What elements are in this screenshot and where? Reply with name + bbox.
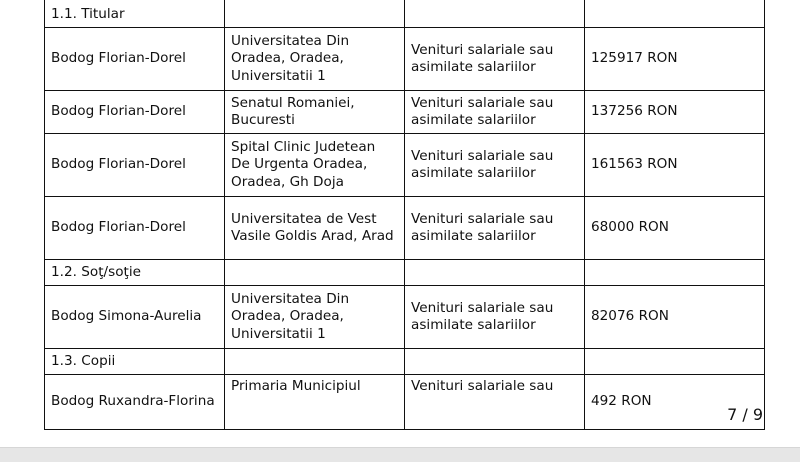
- income-type-cell: Venituri salariale sau asimilate salariilor: [405, 286, 585, 349]
- owner-cell: Bodog Simona-Aurelia: [45, 286, 225, 349]
- owner-cell: Bodog Florian-Dorel: [45, 91, 225, 134]
- owner-cell: Bodog Ruxandra-Florina: [45, 375, 225, 430]
- table-row: [45, 91, 765, 134]
- income-source-cell: Primaria Municipiul: [225, 375, 405, 430]
- income-source-cell: Senatul Romaniei, Bucuresti: [225, 91, 405, 134]
- empty-cell: [585, 349, 765, 375]
- owner-cell: Bodog Florian-Dorel: [45, 28, 225, 91]
- income-table-body: [45, 0, 765, 430]
- income-source-cell: Universitatea de Vest Vasile Goldis Arad, Arad: [225, 197, 405, 260]
- empty-cell: [225, 260, 405, 286]
- section-row: [45, 260, 765, 286]
- income-source-cell: Universitatea Din Oradea, Oradea, Universitatii 1: [225, 28, 405, 91]
- table-row: [45, 28, 765, 91]
- table-row: [45, 375, 765, 430]
- empty-cell: [405, 349, 585, 375]
- viewer-bottom-bar: [0, 447, 800, 462]
- income-source-cell: Universitatea Din Oradea, Oradea, Universitatii 1: [225, 286, 405, 349]
- table-row: [45, 134, 765, 197]
- owner-cell: Bodog Florian-Dorel: [45, 197, 225, 260]
- income-table: [44, 0, 765, 430]
- page-number: 7 / 9: [727, 405, 763, 424]
- empty-cell: [585, 260, 765, 286]
- amount-cell: 82076 RON: [585, 286, 765, 349]
- empty-cell: [405, 0, 585, 28]
- amount-cell: 161563 RON: [585, 134, 765, 197]
- income-source-cell: Spital Clinic Judetean De Urgenta Oradea, Oradea, Gh Doja: [225, 134, 405, 197]
- section-label: 1.2. Soţ/soţie: [45, 260, 225, 286]
- owner-cell: Bodog Florian-Dorel: [45, 134, 225, 197]
- table-row: [45, 286, 765, 349]
- amount-cell: 137256 RON: [585, 91, 765, 134]
- income-type-cell: Venituri salariale sau asimilate salariilor: [405, 134, 585, 197]
- amount-cell: 68000 RON: [585, 197, 765, 260]
- empty-cell: [225, 0, 405, 28]
- income-type-cell: Venituri salariale sau: [405, 375, 585, 430]
- empty-cell: [225, 349, 405, 375]
- income-type-cell: Venituri salariale sau asimilate salariilor: [405, 197, 585, 260]
- amount-cell: 492 RON: [585, 375, 765, 430]
- section-label: 1.3. Copii: [45, 349, 225, 375]
- income-type-cell: Venituri salariale sau asimilate salariilor: [405, 28, 585, 91]
- empty-cell: [405, 260, 585, 286]
- empty-cell: [585, 0, 765, 28]
- table-row: [45, 197, 765, 260]
- income-type-cell: Venituri salariale sau asimilate salariilor: [405, 91, 585, 134]
- section-row: [45, 0, 765, 28]
- section-label: 1.1. Titular: [45, 0, 225, 28]
- section-row: [45, 349, 765, 375]
- amount-cell: 125917 RON: [585, 28, 765, 91]
